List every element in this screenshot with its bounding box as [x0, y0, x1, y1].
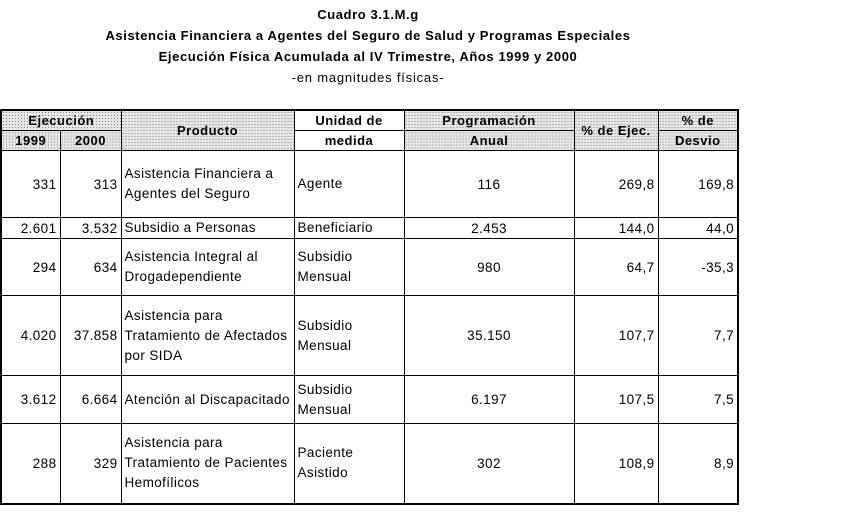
- header-unidad-line2: medida: [294, 131, 404, 151]
- cell-desvio: 8,9: [658, 424, 738, 504]
- cell-anual: 35.150: [404, 296, 574, 376]
- cell-unidad: Paciente Asistido: [294, 424, 404, 504]
- cell-desvio: 44,0: [658, 218, 738, 239]
- table-row: [1, 296, 738, 376]
- table-row: [1, 218, 738, 239]
- cell-unidad: Subsidio Mensual: [294, 296, 404, 376]
- cell-1999: 2.601: [1, 218, 60, 239]
- cell-2000: 329: [60, 424, 121, 504]
- table-row: [1, 151, 738, 218]
- document-subtitle: Ejecución Física Acumulada al IV Trimestre, Años 1999 y 2000: [158, 49, 578, 64]
- header-anual: Anual: [404, 131, 574, 151]
- header-programacion: Programación: [404, 110, 574, 131]
- cell-desvio: 7,5: [658, 376, 738, 424]
- header-unidad-line1: Unidad de: [294, 110, 404, 131]
- cell-anual: 302: [404, 424, 574, 504]
- table-number: Cuadro 3.1.M.g: [317, 7, 419, 22]
- document-header: [0, 4, 736, 88]
- cell-unidad: Subsidio Mensual: [294, 239, 404, 296]
- header-2000: 2000: [60, 131, 121, 151]
- cell-anual: 116: [404, 151, 574, 218]
- units-note: -en magnitudes físicas-: [291, 70, 445, 85]
- header-ejecucion: Ejecución: [1, 110, 121, 131]
- cell-producto: Asistencia para Tratamiento de Afectados por SIDA: [121, 296, 294, 376]
- cell-desvio: -35,3: [658, 239, 738, 296]
- document-title: Asistencia Financiera a Agentes del Seguro de Salud y Programas Especiales: [105, 28, 631, 43]
- cell-producto: Asistencia para Tratamiento de Pacientes Hemofílicos: [121, 424, 294, 504]
- table-row: [1, 424, 738, 504]
- cell-1999: 294: [1, 239, 60, 296]
- cell-anual: 980: [404, 239, 574, 296]
- cell-2000: 634: [60, 239, 121, 296]
- cell-producto: Asistencia Financiera a Agentes del Seguro: [121, 151, 294, 218]
- cell-1999: 3.612: [1, 376, 60, 424]
- cell-1999: 288: [1, 424, 60, 504]
- cell-producto: Asistencia Integral al Drogadependiente: [121, 239, 294, 296]
- cell-2000: 6.664: [60, 376, 121, 424]
- header-producto: Producto: [121, 110, 294, 151]
- cell-1999: 4.020: [1, 296, 60, 376]
- table-row: [1, 239, 738, 296]
- cell-pct-ejec: 64,7: [574, 239, 658, 296]
- cell-pct-ejec: 107,7: [574, 296, 658, 376]
- cell-desvio: 169,8: [658, 151, 738, 218]
- cell-2000: 313: [60, 151, 121, 218]
- data-table: [0, 109, 739, 505]
- header-pct-ejec: % de Ejec.: [574, 110, 658, 151]
- cell-2000: 37.858: [60, 296, 121, 376]
- cell-1999: 331: [1, 151, 60, 218]
- table-row: [1, 376, 738, 424]
- cell-producto: Atención al Discapacitado: [121, 376, 294, 424]
- header-1999: 1999: [1, 131, 60, 151]
- cell-producto: Subsidio a Personas: [121, 218, 294, 239]
- cell-pct-ejec: 269,8: [574, 151, 658, 218]
- cell-anual: 2.453: [404, 218, 574, 239]
- cell-2000: 3.532: [60, 218, 121, 239]
- header-desvio-line1: % de: [658, 110, 738, 131]
- cell-pct-ejec: 108,9: [574, 424, 658, 504]
- cell-unidad: Agente: [294, 151, 404, 218]
- cell-pct-ejec: 107,5: [574, 376, 658, 424]
- header-desvio-line2: Desvio: [658, 131, 738, 151]
- cell-pct-ejec: 144,0: [574, 218, 658, 239]
- cell-unidad: Beneficiario: [294, 218, 404, 239]
- cell-anual: 6.197: [404, 376, 574, 424]
- cell-desvio: 7,7: [658, 296, 738, 376]
- cell-unidad: Subsidio Mensual: [294, 376, 404, 424]
